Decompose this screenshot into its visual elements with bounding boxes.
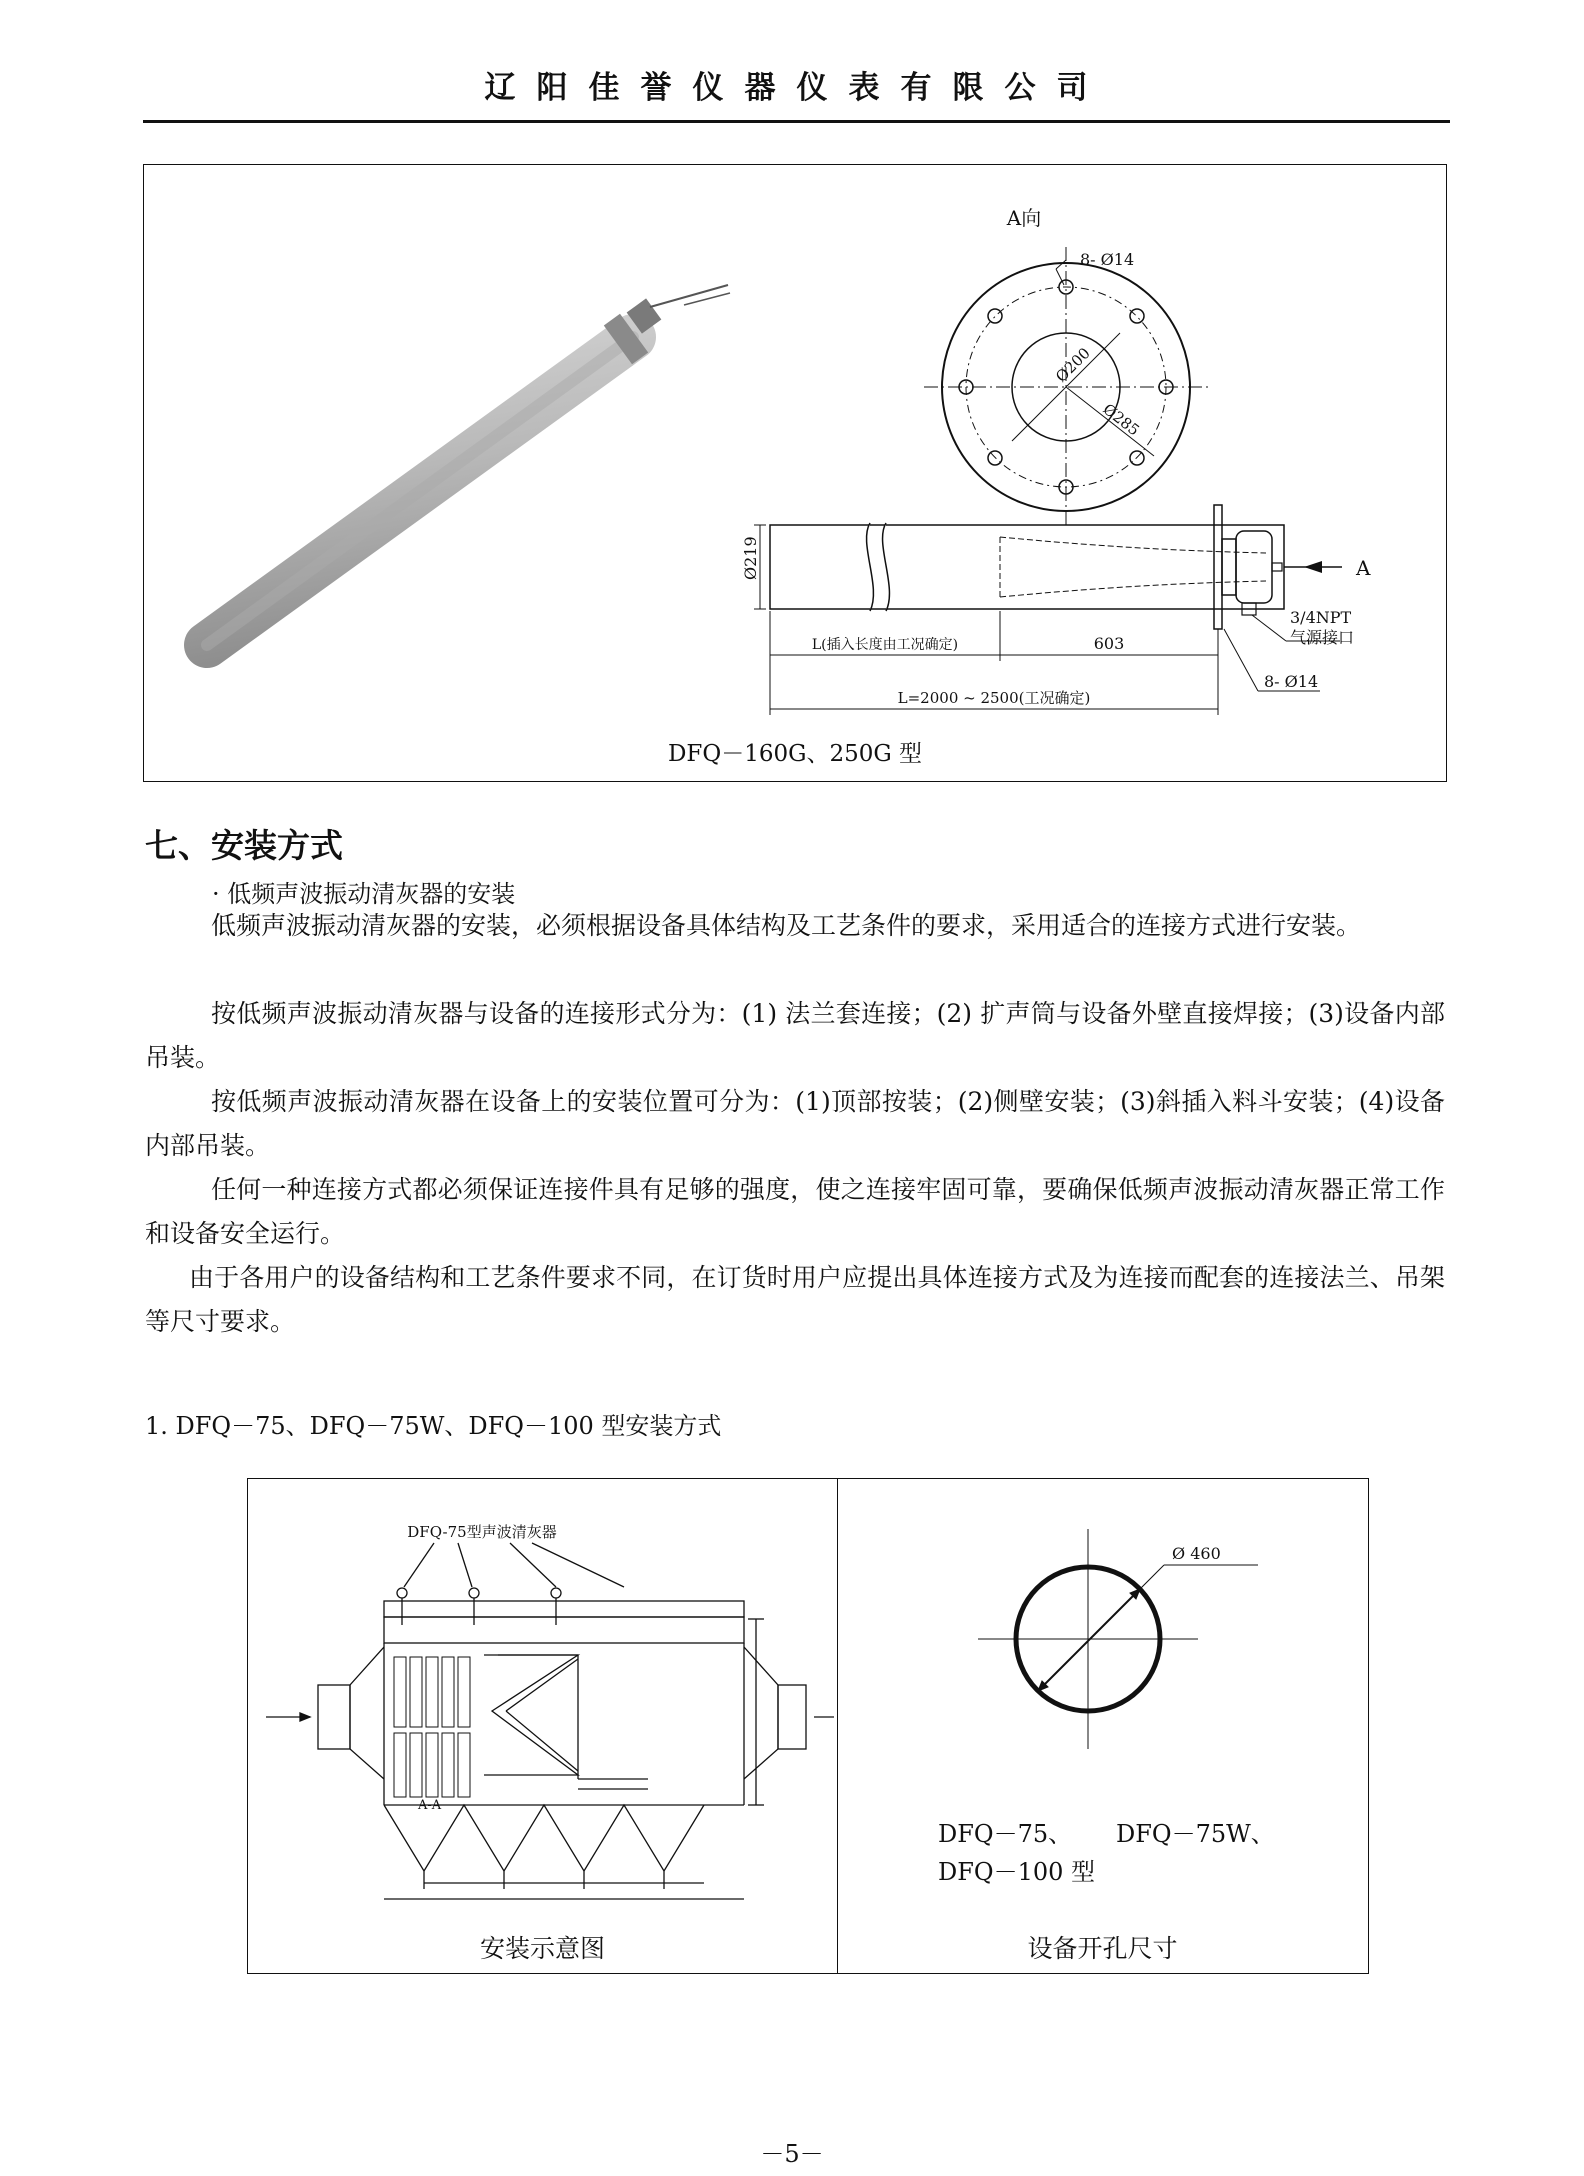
paragraph-5: 由于各用户的设备结构和工艺条件要求不同，在订货时用户应提出具体连接方式及为连接而配套的连接法兰、吊架等尺寸要求。 bbox=[145, 1263, 1445, 1336]
device-photo bbox=[207, 285, 730, 645]
arrow-a-label: A bbox=[1356, 556, 1371, 580]
side-view bbox=[741, 505, 1371, 715]
view-label: A向 bbox=[1006, 206, 1042, 230]
holes-top-label: 8- Ø14 bbox=[1080, 250, 1135, 269]
dia-outer-label: Ø285 bbox=[1099, 399, 1143, 440]
model-label-2: DFQ－75W、 bbox=[1116, 1820, 1275, 1848]
model-label-3: DFQ－100 型 bbox=[938, 1858, 1096, 1886]
dia-inner-label: Ø200 bbox=[1052, 344, 1094, 386]
figure-dfq-160g-drawing bbox=[144, 165, 1448, 783]
horn-length-label: 603 bbox=[1093, 634, 1125, 653]
section-aa-label: A-A bbox=[418, 1798, 442, 1813]
pipe-dia-label: Ø219 bbox=[741, 536, 760, 580]
install-subtitle: 1. DFQ－75、DFQ－75W、DFQ－100 型安装方式 bbox=[145, 1412, 722, 1440]
section-bullet: · 低频声波振动清灰器的安装 bbox=[212, 880, 516, 908]
paragraph-2: 按低频声波振动清灰器与设备的连接形式分为：(1) 法兰套连接；(2) 扩声筒与设备外壁直接焊接；(3)设备内部吊装。 bbox=[145, 999, 1445, 1072]
hole-size-drawing bbox=[838, 1479, 1369, 1809]
device-label: DFQ-75型声波清灰器 bbox=[407, 1523, 557, 1541]
section-title: 七、安装方式 bbox=[145, 826, 343, 865]
paragraph-1: 低频声波振动清灰器的安装，必须根据设备具体结构及工艺条件的要求，采用适合的连接方式进行安装。 bbox=[211, 911, 1362, 940]
figure-dfq-160g bbox=[143, 164, 1447, 782]
page-header bbox=[143, 58, 1450, 118]
hole-dia-label: Ø 460 bbox=[1172, 1544, 1221, 1563]
header-rule bbox=[143, 120, 1450, 123]
hole-caption: 设备开孔尺寸 bbox=[1027, 1934, 1178, 1963]
paragraph-4: 任何一种连接方式都必须保证连接件具有足够的强度，使之连接牢固可靠，要确保低频声波振动清灰器正常工作和设备安全运行。 bbox=[145, 1175, 1445, 1248]
company-name: 辽阳佳誉仪器仪表有限公司 bbox=[484, 70, 1109, 106]
holes-side-label: 8- Ø14 bbox=[1264, 672, 1319, 691]
paragraph-3: 按低频声波振动清灰器在设备上的安装位置可分为：(1)顶部按装；(2)侧壁安装；(3)斜插入料斗安装；(4)设备内部吊装。 bbox=[145, 1087, 1445, 1160]
insert-length-label: L(插入长度由工况确定) bbox=[811, 637, 959, 653]
install-figure bbox=[247, 1478, 1369, 1974]
install-schematic bbox=[248, 1479, 837, 1929]
figure-caption: DFQ－160G、250G 型 bbox=[667, 741, 923, 767]
total-length-label: L=2000 ~ 2500(工况确定) bbox=[897, 689, 1091, 707]
air-port-label-1: 3/4NPT bbox=[1290, 608, 1352, 627]
air-port-label-2: 气源接口 bbox=[1290, 628, 1355, 647]
flange-view bbox=[924, 206, 1208, 527]
install-caption: 安装示意图 bbox=[479, 1934, 605, 1963]
page-number: －5－ bbox=[760, 2140, 824, 2168]
model-label-1: DFQ－75、 bbox=[938, 1820, 1073, 1848]
